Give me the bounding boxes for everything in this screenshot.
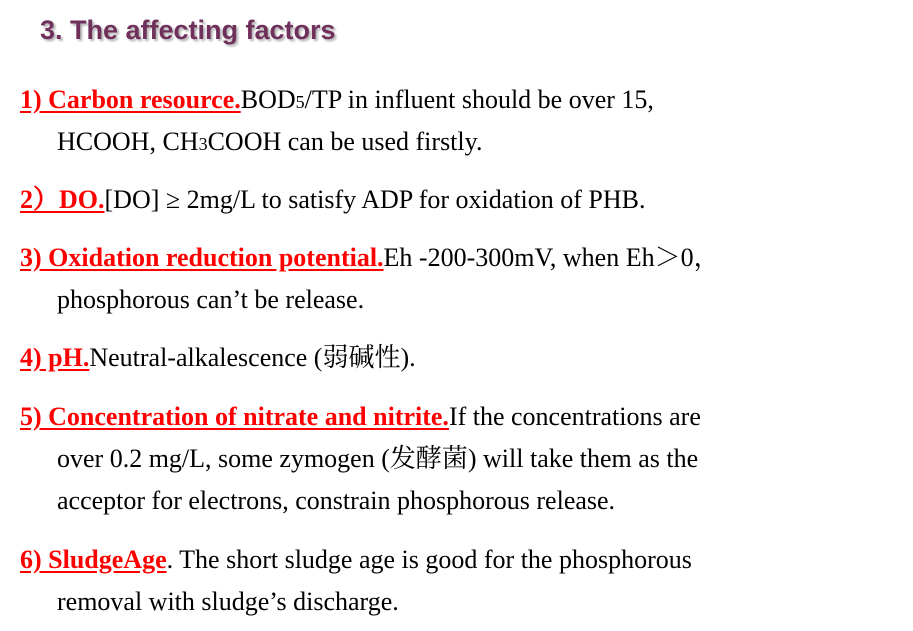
- factor-text: removal with sludge’s discharge.: [57, 587, 399, 616]
- factor-line: [20, 79, 900, 121]
- factor-heading: 1) Carbon resource.: [20, 85, 241, 114]
- factor-line: [20, 396, 900, 438]
- factor-heading: 3) Oxidation reduction potential.: [20, 243, 384, 272]
- factor-text: [DO] ≥ 2mg/L to satisfy ADP for oxidation of PHB.: [104, 185, 646, 214]
- factor-line: [20, 581, 900, 623]
- factor-text: /TP in influent should be over 15,: [304, 85, 654, 114]
- factor-heading: 5) Concentration of nitrate and nitrite.: [20, 402, 449, 431]
- factor-heading: 4) pH.: [20, 343, 90, 372]
- factor-text: . The short sludge age is good for the phosphorous: [166, 545, 692, 574]
- factor-text: acceptor for electrons, constrain phosphorous release.: [57, 486, 616, 515]
- factor-oxidation-reduction-potential: [20, 237, 900, 321]
- factor-text: Eh -200-300mV, when Eh＞0，: [383, 243, 720, 272]
- factor-line: [20, 539, 900, 581]
- factor-text: COOH can be used firstly.: [207, 127, 483, 156]
- factor-line: [20, 337, 900, 379]
- factor-nitrate-nitrite: [20, 396, 900, 522]
- slide-title: 3. The affecting factors: [40, 15, 336, 45]
- factor-carbon-resource: [20, 79, 900, 163]
- factor-line: [20, 237, 900, 279]
- factor-do: [20, 179, 900, 221]
- factor-text: Neutral-alkalescence (弱碱性).: [89, 343, 416, 372]
- factor-line: [20, 121, 900, 163]
- factor-heading: 2）DO.: [20, 185, 105, 214]
- factor-line: [20, 179, 900, 221]
- factor-text: HCOOH, CH: [57, 127, 199, 156]
- factor-heading: 6) SludgeAge: [20, 545, 167, 574]
- factor-sludge-age: [20, 539, 900, 623]
- factor-line: [20, 279, 900, 321]
- factor-line: [20, 480, 900, 522]
- factor-text: phosphorous can’t be release.: [57, 285, 365, 314]
- subscript: 3: [198, 134, 208, 154]
- factor-line: [20, 438, 900, 480]
- factor-ph: [20, 337, 900, 379]
- factor-text: over 0.2 mg/L, some zymogen (发酵菌) will take them as the: [57, 444, 699, 473]
- factor-text: BOD: [240, 85, 296, 114]
- factor-text: If the concentrations are: [448, 402, 701, 431]
- subscript: 5: [295, 92, 305, 112]
